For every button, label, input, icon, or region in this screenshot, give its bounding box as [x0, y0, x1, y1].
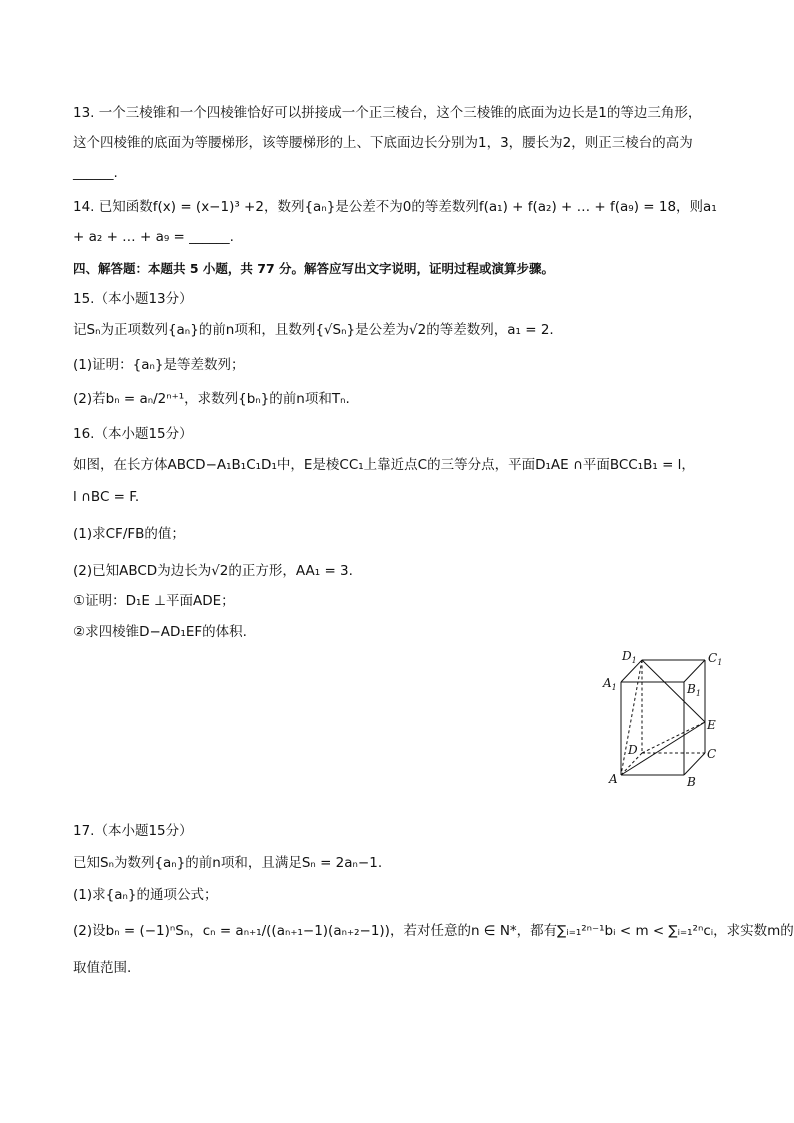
q13-answer-blank: ______. — [73, 165, 118, 181]
section-4-title: 四、解答题：本题共 5 小题，共 77 分。解答应写出文字说明，证明过程或演算步骤。 — [73, 261, 555, 276]
q17-stem: 已知Sₙ为数列{aₙ}的前n项和，且满足Sₙ = 2aₙ−1. — [73, 855, 383, 871]
label-a1: $A_1$ — [603, 676, 617, 692]
label-c1: $C_1$ — [708, 651, 723, 667]
label-b: B — [687, 775, 696, 789]
q13-line-2: 这个四棱锥的底面为等腰梯形，该等腰梯形的上、下底面边长分别为1，3，腰长为2，则正三棱台的高为 — [73, 135, 693, 151]
edge-c1b1 — [684, 660, 705, 682]
label-a: A — [609, 772, 618, 786]
q16-stem-1: 如图，在长方体ABCD−A₁B₁C₁D₁中，E是棱CC₁上靠近点C的三等分点，平面D₁AE ∩平面BCC₁B₁ = l， — [73, 457, 695, 473]
cuboid-figure — [600, 646, 730, 794]
q16-header: 16.（本小题15分） — [73, 426, 193, 442]
edge-bc — [684, 753, 705, 775]
q16-part-2: (2)已知ABCD为边长为√2的正方形，AA₁ = 3. — [73, 563, 353, 579]
q15-header: 15.（本小题13分） — [73, 291, 193, 307]
q17-part-2-end: 取值范围. — [73, 960, 132, 976]
q14-line-2: + a₂ + … + a₉ = ______. — [73, 229, 234, 245]
q16-part-1: (1)求CF/FB的值； — [73, 526, 185, 542]
q16-sub-2: ②求四棱锥D−AD₁EF的体积. — [73, 624, 247, 640]
label-d: D — [628, 743, 638, 757]
q17-header: 17.（本小题15分） — [73, 823, 193, 839]
q15-part-2: (2)若bₙ = aₙ/2ⁿ⁺¹，求数列{bₙ}的前n项和Tₙ. — [73, 391, 350, 407]
q17-part-1: (1)求{aₙ}的通项公式； — [73, 887, 218, 903]
segment-d1a — [621, 660, 642, 775]
label-b1: $B_1$ — [687, 682, 701, 698]
segment-de — [642, 722, 705, 753]
q15-part-1: (1)证明：{aₙ}是等差数列； — [73, 357, 245, 373]
q14-line-1: 14. 已知函数f(x) = (x−1)³ +2，数列{aₙ}是公差不为0的等差数列f(a₁) + f(a₂) + … + f(a₉) = 18，则a₁ — [73, 199, 717, 215]
q16-stem-2: l ∩BC = F. — [73, 489, 140, 505]
label-d1: $D_1$ — [622, 649, 637, 665]
label-c: C — [707, 747, 717, 761]
q16-sub-1: ①证明：D₁E ⊥平面ADE； — [73, 593, 235, 609]
label-e: E — [707, 718, 716, 732]
q13-line-1: 13. 一个三棱锥和一个四棱锥恰好可以拼接成一个正三棱台，这个三棱锥的底面为边长是1的等边三角形， — [73, 105, 702, 121]
q17-part-2: (2)设bₙ = (−1)ⁿSₙ，cₙ = aₙ₊₁/((aₙ₊₁−1)(aₙ₊₂−1))，若对任意的n ∈ N*，都有∑ᵢ₌₁²ⁿ⁻¹bᵢ < m < ∑ᵢ₌₁²ⁿcᵢ，求实数m的 — [73, 923, 794, 939]
q15-stem: 记Sₙ为正项数列{aₙ}的前n项和，且数列{√Sₙ}是公差为√2的等差数列，a₁ = 2. — [73, 322, 554, 338]
